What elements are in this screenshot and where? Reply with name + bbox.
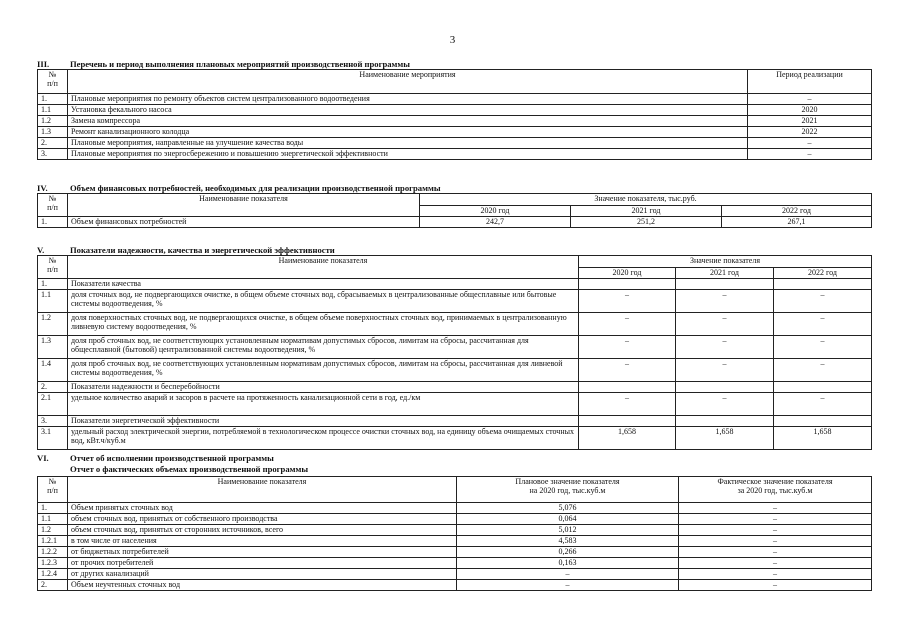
- row-name: Плановые мероприятия по энергосбережению и повышению энергетической эффективности: [68, 149, 748, 160]
- row-number: 1.3: [38, 336, 68, 359]
- row-plan: 0,064: [457, 514, 679, 525]
- row-number: 1.1: [38, 514, 68, 525]
- row-plan: 5,012: [457, 525, 679, 536]
- section-4-number: IV.: [37, 183, 48, 193]
- section-6-subtitle: Отчет о фактических объемах производственной программы: [70, 464, 309, 474]
- section-6-title: Отчет об исполнении производственной программы: [70, 453, 274, 463]
- col-header-name: Наименование показателя: [68, 256, 579, 279]
- value-2020: 1,658: [579, 427, 676, 450]
- value-2022: 1,658: [774, 427, 872, 450]
- table-row: [38, 416, 872, 427]
- col-header-value: Значение показателя: [579, 256, 872, 268]
- row-number: 1.2: [38, 116, 68, 127]
- table-row: [38, 525, 872, 536]
- row-name: Замена компрессора: [68, 116, 748, 127]
- table-row: [38, 514, 872, 525]
- table-row: [38, 547, 872, 558]
- section-6-number: VI.: [37, 453, 49, 463]
- value-2022: [774, 279, 872, 290]
- col-header-2020: 2020 год: [420, 206, 571, 217]
- section-5-title: Показатели надежности, качества и энергетической эффективности: [70, 245, 335, 255]
- col-header-number: № п/п: [38, 256, 68, 279]
- row-fact: –: [679, 569, 872, 580]
- row-number: 3.1: [38, 427, 68, 450]
- row-name: в том числе от населения: [68, 536, 457, 547]
- table-row: [38, 359, 872, 382]
- row-number: 2.: [38, 382, 68, 393]
- activities-table: [37, 69, 872, 160]
- table-row: [38, 279, 872, 290]
- section-6-heading: [37, 453, 274, 463]
- row-number: 3.: [38, 149, 68, 160]
- col-header-number: № п/п: [38, 477, 68, 503]
- row-number: 1.2: [38, 313, 68, 336]
- row-fact: –: [679, 558, 872, 569]
- actual-volumes-table: [37, 476, 872, 591]
- row-number: 1.: [38, 217, 68, 228]
- value-2021: [676, 416, 774, 427]
- value-2020: [579, 416, 676, 427]
- value-2022: [774, 416, 872, 427]
- row-plan: 5,076: [457, 503, 679, 514]
- col-header-2022: 2022 год: [774, 268, 872, 279]
- table-row: [38, 94, 872, 105]
- row-number: 3.: [38, 416, 68, 427]
- row-name: Плановые мероприятия по ремонту объектов систем централизованного водоотведения: [68, 94, 748, 105]
- row-fact: –: [679, 514, 872, 525]
- table-row: [38, 558, 872, 569]
- value-2020: –: [579, 313, 676, 336]
- row-name: Установка фекального насоса: [68, 105, 748, 116]
- row-name: Показатели надежности и бесперебойности: [68, 382, 579, 393]
- value-2022: –: [774, 290, 872, 313]
- row-number: 1.2.4: [38, 569, 68, 580]
- value-2022: [774, 382, 872, 393]
- row-name: от бюджетных потребителей: [68, 547, 457, 558]
- value-2020: –: [579, 336, 676, 359]
- value-2022: –: [774, 313, 872, 336]
- section-5-number: V.: [37, 245, 45, 255]
- value-2021: 251,2: [571, 217, 722, 228]
- value-2021: [676, 279, 774, 290]
- row-fact: –: [679, 580, 872, 591]
- row-name: Показатели качества: [68, 279, 579, 290]
- row-name: доля проб сточных вод, не соответствующих установленным нормативам допустимых сбросов, лимитам на сбросы, рассчитанная для общесплавной (бытовой) централизованной системы водоотведения, %: [68, 336, 579, 359]
- row-number: 1.1: [38, 290, 68, 313]
- value-2022: –: [774, 336, 872, 359]
- row-number: 2.1: [38, 393, 68, 416]
- row-number: 2.: [38, 580, 68, 591]
- header-number-text: № п/п: [47, 70, 58, 88]
- row-number: 1.2.2: [38, 547, 68, 558]
- row-name: Объем финансовых потребностей: [68, 217, 420, 228]
- row-number: 1.2: [38, 525, 68, 536]
- table-row: [38, 138, 872, 149]
- row-name: удельный расход электрической энергии, потребляемой в технологическом процессе очистки сточных вод, на единицу объема очищаемых сточных вод, кВт.ч/куб.м: [68, 427, 579, 450]
- table-row: [38, 127, 872, 138]
- table-row: [38, 116, 872, 127]
- value-2020: –: [579, 359, 676, 382]
- value-2021: [676, 382, 774, 393]
- financial-needs-table: [37, 193, 872, 228]
- value-2020: [579, 382, 676, 393]
- row-plan: 0,266: [457, 547, 679, 558]
- row-name: доля поверхностных сточных вод, не подвергающихся очистке, в общем объеме поверхностных сточных вод, принимаемых в централизованную ливневую систему водоотведения, %: [68, 313, 579, 336]
- table-row: [38, 290, 872, 313]
- value-2022: –: [774, 359, 872, 382]
- section-3-title: Перечень и период выполнения плановых мероприятий производственной программы: [70, 59, 410, 69]
- table-row: [38, 105, 872, 116]
- row-number: 1.4: [38, 359, 68, 382]
- row-plan: 0,163: [457, 558, 679, 569]
- row-plan: 4,583: [457, 536, 679, 547]
- row-plan: –: [457, 580, 679, 591]
- row-name: доля сточных вод, не подвергающихся очистке, в общем объеме сточных вод, сбрасываемых в централизованные общесплавные или бытовые системы водоотведения, %: [68, 290, 579, 313]
- row-name: объем сточных вод, принятых от собственного производства: [68, 514, 457, 525]
- section-3-number: III.: [37, 59, 50, 69]
- col-header-2020: 2020 год: [579, 268, 676, 279]
- table-row: [38, 217, 872, 228]
- row-fact: –: [679, 547, 872, 558]
- col-header-number: [38, 70, 68, 94]
- row-name: удельное количество аварий и засоров в расчете на протяженность канализационной сети в год, ед./км: [68, 393, 579, 416]
- value-2020: 242,7: [420, 217, 571, 228]
- value-2020: –: [579, 393, 676, 416]
- table-row: [38, 393, 872, 416]
- col-header-2021: 2021 год: [571, 206, 722, 217]
- col-header-2022: 2022 год: [722, 206, 872, 217]
- table-row: [38, 336, 872, 359]
- row-number: 1.3: [38, 127, 68, 138]
- col-header-number: № п/п: [38, 194, 68, 217]
- value-2020: –: [579, 290, 676, 313]
- table-row: [38, 536, 872, 547]
- value-2021: 1,658: [676, 427, 774, 450]
- col-header-2021: 2021 год: [676, 268, 774, 279]
- row-name: Ремонт канализационного колодца: [68, 127, 748, 138]
- value-2021: –: [676, 393, 774, 416]
- section-5-heading: [37, 245, 335, 255]
- row-number: 1.1: [38, 105, 68, 116]
- value-2021: –: [676, 313, 774, 336]
- row-fact: –: [679, 503, 872, 514]
- row-period: 2021: [748, 116, 872, 127]
- col-header-fact: Фактическое значение показателя за 2020 год, тыс.куб.м: [679, 477, 872, 503]
- row-plan: –: [457, 569, 679, 580]
- quality-indicators-table: [37, 255, 872, 450]
- row-number: 1.: [38, 279, 68, 290]
- row-name: объем сточных вод, принятых от сторонних источников, всего: [68, 525, 457, 536]
- table-row: [38, 569, 872, 580]
- row-period: –: [748, 138, 872, 149]
- row-fact: –: [679, 536, 872, 547]
- section-4-heading: [37, 183, 441, 193]
- table-row: [38, 427, 872, 450]
- table-row: [38, 313, 872, 336]
- row-name: Объем принятых сточных вод: [68, 503, 457, 514]
- row-name: от прочих потребителей: [68, 558, 457, 569]
- value-2022: –: [774, 393, 872, 416]
- col-header-name: Наименование мероприятия: [68, 70, 748, 94]
- table-row: [38, 149, 872, 160]
- value-2020: [579, 279, 676, 290]
- row-number: 2.: [38, 138, 68, 149]
- value-2021: –: [676, 359, 774, 382]
- col-header-value: Значение показателя, тыс.руб.: [420, 194, 872, 206]
- row-number: 1.2.1: [38, 536, 68, 547]
- row-name: Плановые мероприятия, направленные на улучшение качества воды: [68, 138, 748, 149]
- row-number: 1.: [38, 94, 68, 105]
- col-header-name: Наименование показателя: [68, 477, 457, 503]
- row-name: Объем неучтенных сточных вод: [68, 580, 457, 591]
- value-2021: –: [676, 290, 774, 313]
- row-number: 1.: [38, 503, 68, 514]
- section-3-heading: [37, 59, 410, 69]
- row-name: Показатели энергетической эффективности: [68, 416, 579, 427]
- table-row: [38, 503, 872, 514]
- row-name: доля проб сточных вод, не соответствующих установленным нормативам допустимых сбросов, лимитам на сбросы, рассчитанная для ливневой системы водоотведения, %: [68, 359, 579, 382]
- value-2022: 267,1: [722, 217, 872, 228]
- table-row: [38, 382, 872, 393]
- row-period: 2020: [748, 105, 872, 116]
- col-header-plan: Плановое значение показателя на 2020 год, тыс.куб.м: [457, 477, 679, 503]
- row-period: –: [748, 94, 872, 105]
- col-header-period: Период реализации: [748, 70, 872, 94]
- page-number: 3: [449, 34, 456, 46]
- row-period: –: [748, 149, 872, 160]
- value-2021: –: [676, 336, 774, 359]
- table-row: [38, 580, 872, 591]
- row-number: 1.2.3: [38, 558, 68, 569]
- row-period: 2022: [748, 127, 872, 138]
- row-fact: –: [679, 525, 872, 536]
- row-name: от других канализаций: [68, 569, 457, 580]
- section-4-title: Объем финансовых потребностей, необходимых для реализации производственной программы: [70, 183, 441, 193]
- col-header-name: Наименование показателя: [68, 194, 420, 217]
